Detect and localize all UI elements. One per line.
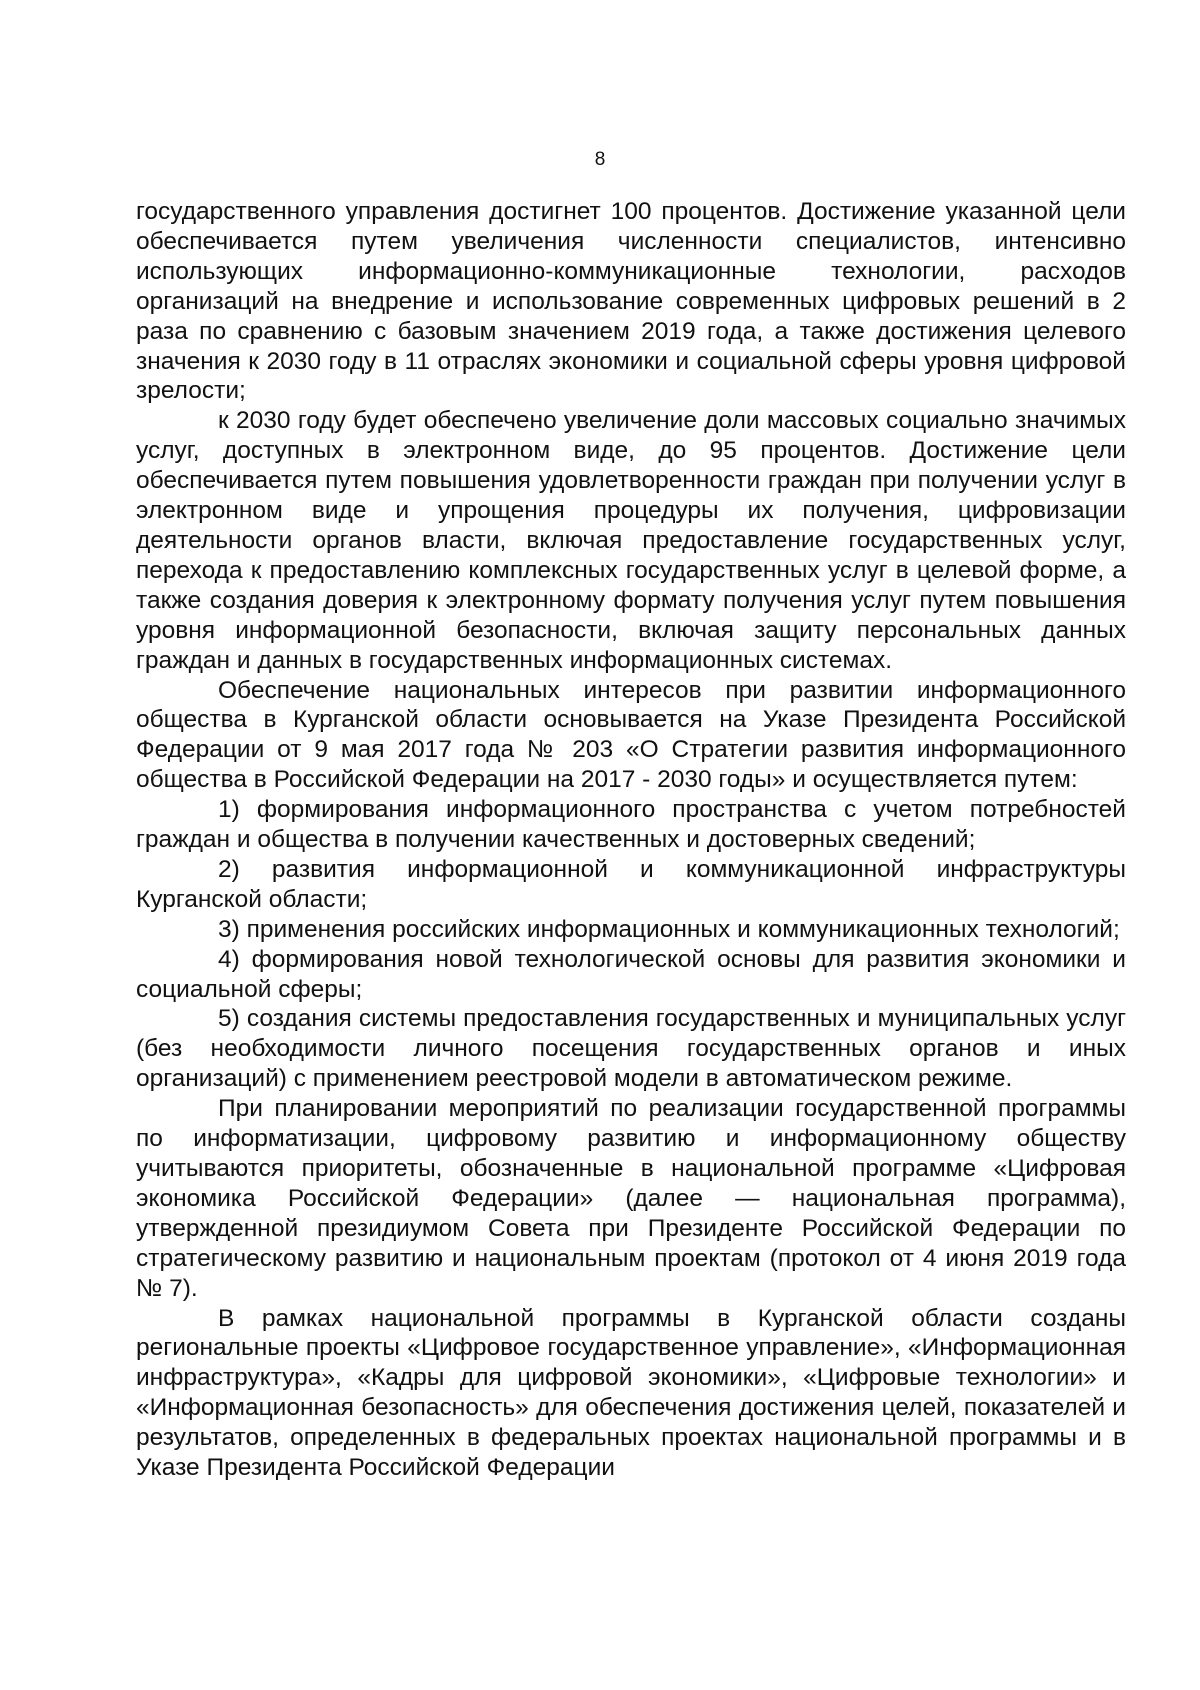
list-item-4: 4) формирования новой технологической основы для развития экономики и социальной сферы;: [136, 945, 1126, 1003]
paragraph-3: Обеспечение национальных интересов при развитии информационного общества в Курганской области основывается на Указе Президента Российской Федерации от 9 мая 2017 года № 203 «О Стратегии развития информационного общества в Российской Федерации на 2017 - 2030 годы» и осуществляется путем:: [136, 676, 1126, 794]
list-item-2: 2) развития информационной и коммуникационной инфраструктуры Курганской области;: [136, 855, 1126, 913]
list-item-3: 3) применения российских информационных и коммуникационных технологий;: [218, 915, 1120, 943]
paragraph-4: При планировании мероприятий по реализации государственной программы по информатизации, цифровому развитию и информационному обществу учитываются приоритеты, обозначенные в национальной программе «Цифровая экономика Российской Федерации» (далее — национальная программа), утвержденной президиумом Совета при Президенте Российской Федерации по стратегическому развитию и национальным проектам (протокол от 4 июня 2019 года № 7).: [136, 1095, 1126, 1302]
list-item-1: 1) формирования информационного пространства с учетом потребностей граждан и общества в получении качественных и достоверных сведений;: [136, 796, 1126, 854]
paragraph-5: В рамках национальной программы в Курганской области созданы региональные проекты «Цифровое государственное управление», «Информационная инфраструктура», «Кадры для цифровой экономики», «Цифровые технологии» и «Информационная безопасность» для обеспечения достижения целей, показателей и результатов, определенных в федеральных проектах национальной программы и в Указе Президента Российской Федерации: [136, 1304, 1126, 1482]
document-body: [136, 197, 1126, 1483]
page-number: 8: [594, 149, 606, 170]
paragraph-2: к 2030 году будет обеспечено увеличение доли массовых социально значимых услуг, доступных в электронном виде, до 95 процентов. Достижение цели обеспечивается путем повышения удовлетворенности граждан при получении услуг в электронном виде и упрощения процедуры их получения, цифровизации деятельности органов власти, включая предоставление государственных услуг, перехода к предоставлению комплексных государственных услуг в целевой форме, а также создания доверия к электронному формату получения услуг путем повышения уровня информационной безопасности, включая защиту персональных данных граждан и данных в государственных информационных системах.: [136, 407, 1126, 674]
list-item-5: 5) создания системы предоставления государственных и муниципальных услуг (без необходимости личного посещения государственных органов и иных организаций) с применением реестровой модели в автоматическом режиме.: [136, 1005, 1126, 1093]
paragraph-1: государственного управления достигнет 100 процентов. Достижение указанной цели обеспечивается путем увеличения численности специалистов, интенсивно использующих информационно-коммуникационные технологии, расходов организаций на внедрение и использование современных цифровых решений в 2 раза по сравнению с базовым значением 2019 года, а также достижения целевого значения к 2030 году в 11 отраслях экономики и социальной сферы уровня цифровой зрелости;: [136, 198, 1126, 405]
